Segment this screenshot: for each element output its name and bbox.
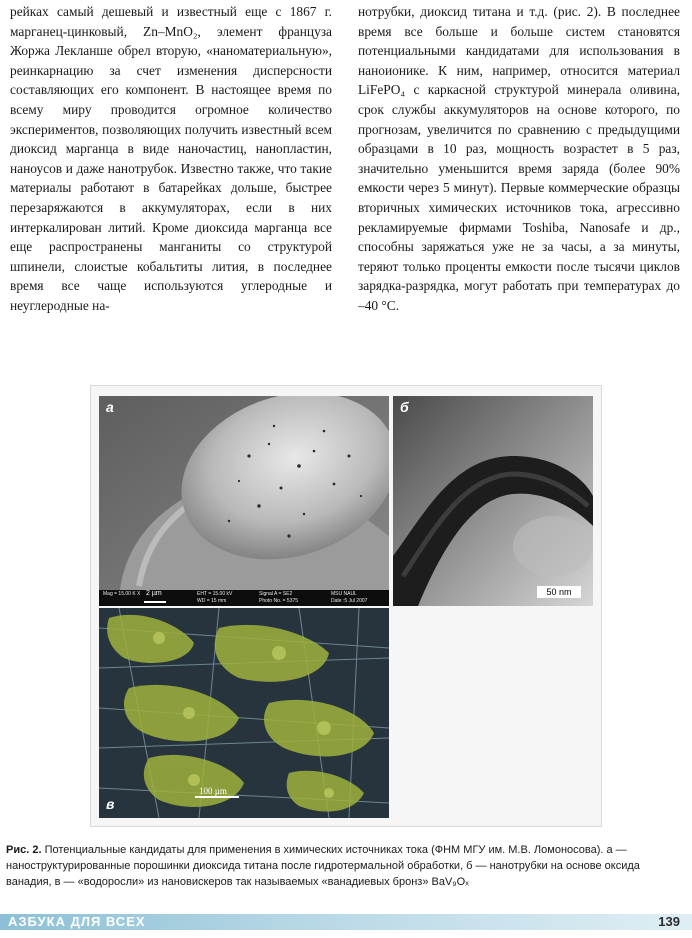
panel-letter-c: в xyxy=(106,796,115,812)
algae-scale-bar xyxy=(195,796,239,798)
panel-letter-b: б xyxy=(400,399,409,415)
sem-particle-image xyxy=(99,396,389,606)
figure-panel-a xyxy=(99,396,389,606)
figure-panel-b xyxy=(393,396,593,606)
figure-panel-c xyxy=(99,608,389,818)
article-paragraph-left: рейках самый дешевый и известный еще с 1867 г. марганец-цинковый, Zn–MnO₂, элемент француза Жоржа Лекланше обрел вторую, «наноматериальную», реинкарнацию за счет изменения дисперсности составляющих его компонент. В настоящее время по всему миру проводится огромное количество экспериментов, позволяющих получить известный всем диоксид марганца в виде наночастиц, нанопластин, наноусов и даже нанотрубок. Известно также, что такие материалы работают в батарейках дольше, быстрее перезаряжаются в аккумуляторах, если в них интеркалирован литий. Кроме диоксида марганца все еще распространены манганиты со структурой шпинели, слоистые кобальтиты лития, в последнее время все чаще используются углеродные и неуглеродные на- xyxy=(10,4,332,313)
sem-info-wd: WD = 15 mm xyxy=(197,598,227,604)
nanowhisker-algae-image xyxy=(99,608,389,818)
algae-scale-label: 100 µm xyxy=(199,786,227,796)
tem-nanotube-image xyxy=(393,396,593,606)
sem-info-inst: MSU NAUL xyxy=(331,591,357,597)
sem-info-eht: EHT = 15.00 kV xyxy=(197,591,233,597)
sem-scale-label: 2 µm xyxy=(146,590,162,597)
tem-scale-label: 50 nm xyxy=(537,586,581,598)
figure-caption xyxy=(6,842,688,890)
sem-info-date: Date :5 Jul 2007 xyxy=(331,598,368,604)
article-column-right xyxy=(358,2,680,316)
sem-info-photo: Photo No. = 5375 xyxy=(259,598,299,604)
footer-section-title: АЗБУКА ДЛЯ ВСЕХ xyxy=(8,914,146,929)
sem-info-signal: Signal A = SE2 xyxy=(259,591,293,597)
page-number: 139 xyxy=(658,914,680,929)
page-footer xyxy=(0,906,692,938)
sem-info-mag: Mag = 15.00 K X xyxy=(103,591,141,597)
figure-2 xyxy=(90,385,602,827)
sem-scale-bar xyxy=(144,601,166,603)
figure-caption-label: Рис. 2. xyxy=(6,844,42,856)
article-column-left xyxy=(10,2,332,316)
sem-info-bar xyxy=(99,590,389,606)
panel-letter-a: а xyxy=(106,399,114,415)
figure-caption-text: Потенциальные кандидаты для применения в химических источниках тока (ФНМ МГУ им. М.В. Ломоносова). а — наноструктурированные порошинки диоксида титана после гидротермальной обработки, б — нанотрубки на основе оксида ванадия, в — «водоросли» из нановискеров так называемых «ванадиевых бронз» BaV₉Oₓ xyxy=(6,844,640,888)
article-paragraph-right: нотрубки, диоксид титана и т.д. (рис. 2). В последнее время все больше и больше систем становятся потенциальными кандидатами для использования в наноионике. К ним, например, относится материал LiFePO₄ с каркасной структурой минерала оливина, срок службы аккумуляторов на основе которого, по прогнозам, увеличится по сравнению с предыдущими образцами в 10 раз, мощность возрастет в 5 раз, значительно уменьшится время заряда (более 90% емкости через 5 минут). Первые коммерческие образцы вторичных химических источников тока, агрессивно рекламируемые фирмами Toshiba, Nanosafe и др., способны заряжаться уже не за часы, а за минуты, теряют только проценты емкости после тысячи циклов зарядка-разрядка, могут работать при температурах до –40 °С. xyxy=(358,4,680,313)
